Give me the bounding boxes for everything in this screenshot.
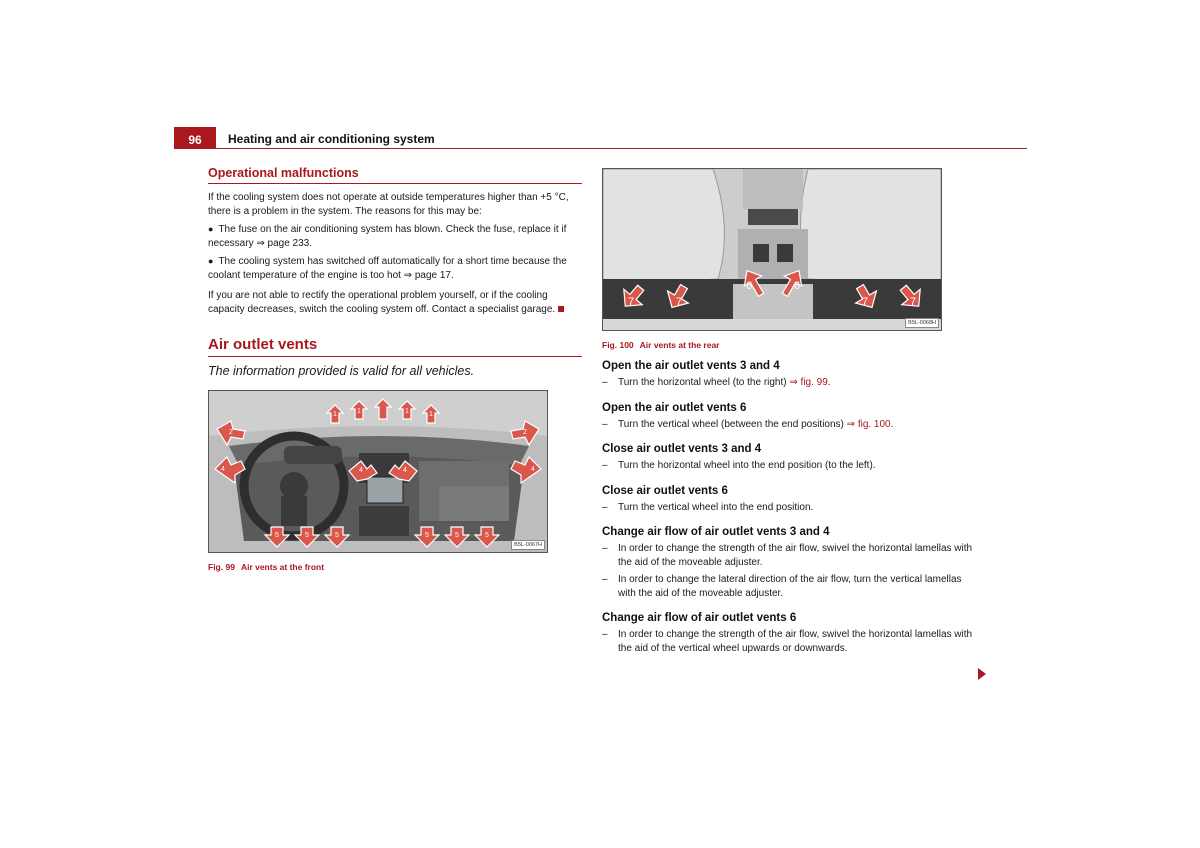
- instruction-heading: Close air outlet vents 3 and 4: [602, 443, 762, 455]
- figure-reference-link[interactable]: ⇒ fig. 100: [846, 418, 891, 430]
- vent-number-label: 2: [523, 429, 527, 436]
- step-text: In order to change the lateral direction of the air flow, turn the vertical lamellas with the aid of the moveable adjuster.: [618, 574, 962, 599]
- step-dash: –: [602, 574, 608, 585]
- vent-number-label: 5: [425, 532, 429, 539]
- closing-text: If you are not able to rectify the operational problem yourself, or if the cooling capacity decreases, switch the cooling system off. Contact a specialist garage.: [208, 290, 556, 315]
- vent-number-label: 7: [909, 296, 917, 308]
- figure-caption: [602, 340, 982, 350]
- step-dash: –: [602, 418, 608, 430]
- instruction-step: [602, 459, 982, 473]
- figure-reference-link[interactable]: ⇒ fig. 99: [789, 377, 828, 388]
- bullet-text: The fuse on the air conditioning system has blown. Check the fuse, replace it if necessary ⇒ page 233.: [208, 224, 567, 249]
- bullet-text: The cooling system has switched off automatically for a short time because the coolant temperature of the engine is too hot ⇒ page 17.: [208, 256, 567, 281]
- instruction-step: [602, 573, 982, 600]
- step-text: Turn the horizontal wheel into the end position (to the left).: [618, 460, 876, 471]
- step-text: Turn the horizontal wheel (to the right): [618, 377, 790, 388]
- step-dash: –: [602, 460, 608, 471]
- bullet-item: [208, 255, 582, 282]
- page-number: 96: [174, 127, 216, 149]
- figure-caption-text: Air vents at the front: [240, 562, 325, 572]
- vent-number-label: 1: [429, 411, 433, 418]
- step-dash: –: [602, 377, 608, 388]
- vent-number-label: 4: [359, 467, 363, 474]
- vent-number-label: 7: [675, 296, 683, 308]
- vent-number-label: 7: [861, 296, 869, 308]
- chapter-title: Heating and air conditioning system: [228, 132, 435, 146]
- vent-number-label: 4: [403, 467, 407, 474]
- section-heading-air-outlets: Air outlet vents: [208, 336, 582, 357]
- step-text: Turn the vertical wheel into the end position.: [618, 501, 814, 513]
- instruction-step: [602, 628, 982, 655]
- instruction-step: [602, 418, 982, 432]
- bullet-item: [208, 223, 582, 250]
- vent-number-label: 5: [455, 532, 459, 539]
- bullet-icon: ●: [208, 256, 214, 266]
- step-text: In order to change the strength of the air flow, swivel the horizontal lamellas with the aid of the moveable adjuster.: [618, 543, 973, 568]
- malfunctions-intro: If the cooling system does not operate at outside temperatures higher than +5 °C, there is a problem in the system. The reasons for this may be:: [208, 192, 569, 217]
- malfunctions-closing: [208, 289, 582, 316]
- vent-number-label: 5: [275, 532, 279, 539]
- vent-number-label: 2: [229, 429, 233, 436]
- section-heading-malfunctions: Operational malfunctions: [208, 166, 582, 184]
- step-text-end: .: [827, 377, 831, 388]
- instruction-step: [602, 501, 982, 515]
- step-text: In order to change the strength of the air flow, swivel the horizontal lamellas with the aid of the vertical wheel upwards or downwards.: [618, 629, 973, 654]
- header-rule: [174, 148, 1027, 149]
- instruction-heading: Change air flow of air outlet vents 3 and 4: [602, 526, 830, 538]
- figure-code: B5L-0067H: [511, 540, 545, 550]
- instruction-heading: Change air flow of air outlet vents 6: [602, 612, 797, 624]
- vent-number-label: 1: [333, 411, 337, 418]
- step-text-end: .: [890, 418, 894, 430]
- vent-number-label: 1: [357, 408, 361, 415]
- instruction-step: [602, 542, 982, 569]
- vent-number-label: 5: [305, 532, 309, 539]
- step-dash: –: [602, 543, 608, 554]
- vent-number-label: 7: [627, 296, 635, 308]
- vent-number-label: 6: [793, 280, 801, 292]
- step-text: Turn the vertical wheel (between the end positions): [618, 418, 847, 430]
- vent-number-label: 5: [335, 532, 339, 539]
- left-column: [208, 163, 582, 572]
- instruction-heading: Open the air outlet vents 3 and 4: [602, 360, 780, 372]
- figure-caption: [208, 562, 582, 572]
- figure-rear-air-vents: [602, 168, 942, 331]
- vent-number-label: 4: [531, 466, 535, 473]
- vent-number-label: 1: [405, 408, 409, 415]
- figure-label: Fig. 100: [602, 340, 634, 350]
- instruction-step: [602, 376, 982, 390]
- continue-arrow-icon: [978, 668, 986, 680]
- vent-number-label: 6: [745, 280, 753, 292]
- bullet-icon: ●: [208, 224, 214, 234]
- air-outlets-intro: The information provided is valid for all vehicles.: [208, 364, 475, 378]
- figure-code: B5L-0068H: [905, 318, 939, 328]
- step-dash: –: [602, 629, 608, 640]
- right-column: [602, 168, 982, 655]
- figure-caption-text: Air vents at the rear: [639, 340, 720, 350]
- instruction-heading: Close air outlet vents 6: [602, 484, 728, 497]
- figure-front-air-vents: [208, 390, 548, 553]
- vent-number-label: 4: [221, 466, 225, 473]
- step-dash: –: [602, 501, 608, 513]
- vent-number-label: 5: [485, 532, 489, 539]
- figure-label: Fig. 99: [208, 562, 235, 572]
- instruction-heading: Open the air outlet vents 6: [602, 401, 747, 414]
- dashboard-illustration: [209, 391, 547, 552]
- rear-console-illustration: [603, 169, 941, 330]
- section-end-icon: [558, 306, 564, 312]
